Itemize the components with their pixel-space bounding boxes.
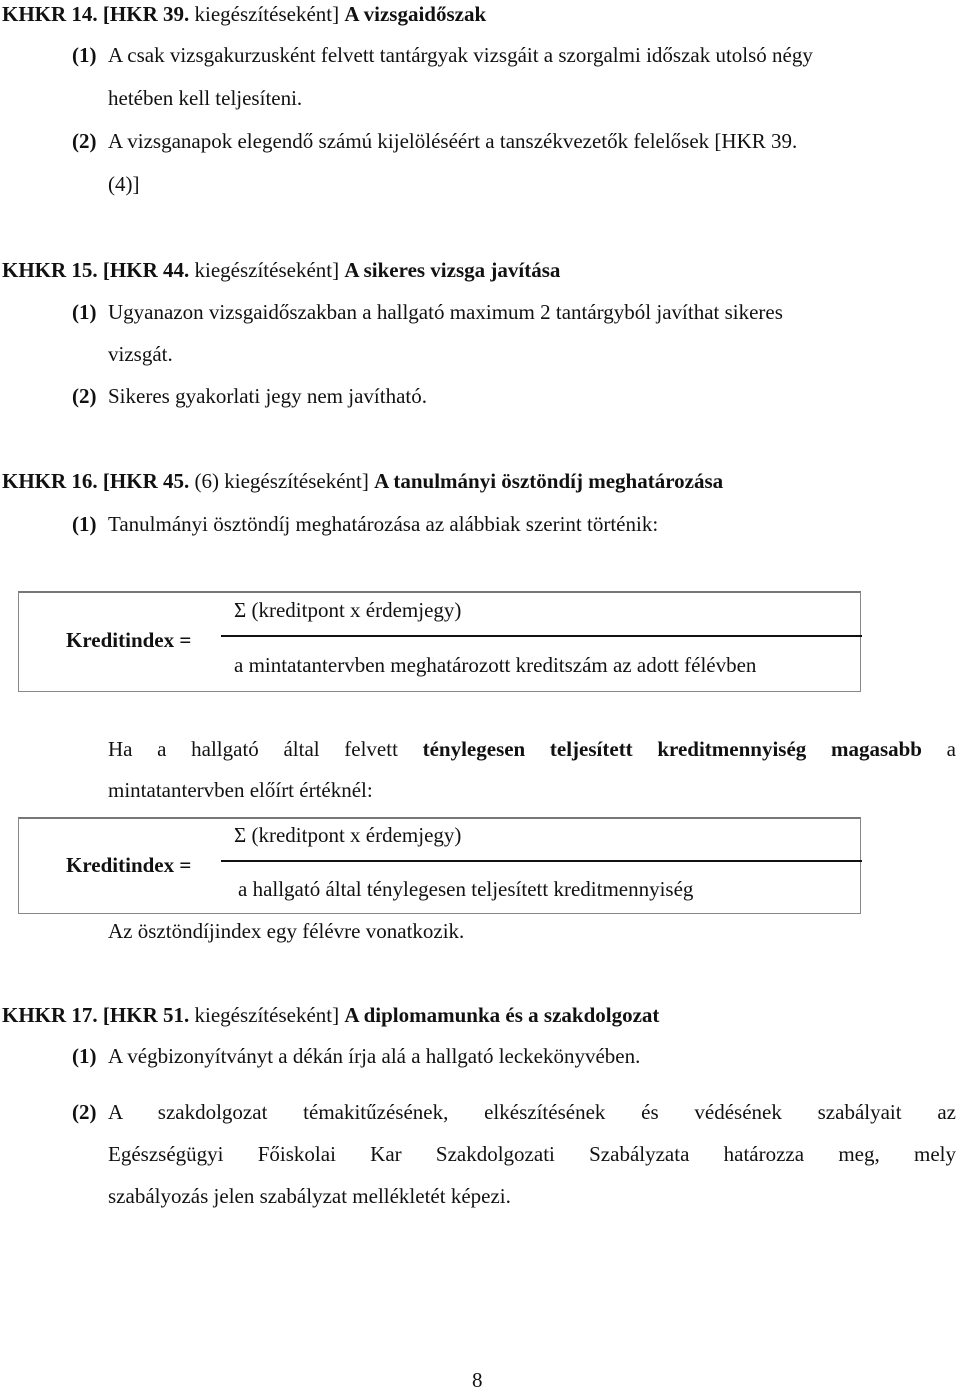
section-number: KHKR 17. — [2, 1003, 98, 1027]
section-reference: [HKR 45. — [102, 469, 190, 493]
paragraph-number: (1) — [72, 43, 97, 67]
formula-denominator: a mintatantervben meghatározott kreditszám az adott félévben — [234, 653, 757, 677]
paragraph-number: (2) — [72, 129, 97, 153]
paragraph-text: szabályozás jelen szabályzat mellékletét képezi. — [108, 1184, 511, 1208]
fraction-bar — [221, 635, 862, 637]
section-heading-khkr-16 — [2, 467, 723, 495]
section-reference: [HKR 51. — [102, 1003, 190, 1027]
page-number: 8 — [472, 1368, 483, 1392]
formula-numerator: Σ (kreditpont x érdemjegy) — [234, 598, 462, 622]
paragraph-text: hetében kell teljesíteni. — [108, 86, 303, 110]
paragraph-number: (2) — [72, 1100, 97, 1124]
section-reference-suffix: (6) kiegészítéseként] — [189, 469, 369, 493]
paragraph-text: A csak vizsgakurzusként felvett tantárgyak vizsgáit a szorgalmi időszak utolsó négy — [108, 43, 813, 67]
paragraph-number: (1) — [72, 512, 97, 536]
condition-text-start: Ha a hallgató által felvett — [108, 737, 398, 761]
section-title: A sikeres vizsga javítása — [344, 258, 561, 282]
condition-text-emphasis: ténylegesen teljesített kreditmennyiség magasabb — [422, 737, 922, 761]
condition-text-end: a — [946, 737, 956, 761]
formula-numerator: Σ (kreditpont x érdemjegy) — [234, 823, 462, 847]
section-number: KHKR 15. — [2, 258, 98, 282]
section-title: A tanulmányi ösztöndíj meghatározása — [374, 469, 724, 493]
section-heading-khkr-15 — [2, 256, 560, 284]
formula-label: Kreditindex = — [66, 628, 192, 652]
paragraph-text: A szakdolgozat témakitűzésének, elkészítésének és védésének szabályait az — [108, 1100, 956, 1124]
section-heading-khkr-17 — [2, 1001, 659, 1029]
paragraph-text: A végbizonyítványt a dékán írja alá a hallgató leckekönyvében. — [108, 1044, 641, 1068]
section-number: KHKR 14. — [2, 2, 98, 26]
section-title: A vizsgaidőszak — [344, 2, 487, 26]
section-reference: [HKR 44. — [102, 258, 190, 282]
paragraph-number: (2) — [72, 384, 97, 408]
section-title: A diplomamunka és a szakdolgozat — [344, 1003, 660, 1027]
paragraph-text: Ugyanazon vizsgaidőszakban a hallgató maximum 2 tantárgyból javíthat sikeres — [108, 300, 783, 324]
formula-label: Kreditindex = — [66, 853, 192, 877]
paragraph-text: (4)] — [108, 172, 140, 196]
section-reference-suffix: kiegészítéseként] — [189, 2, 340, 26]
section-heading-khkr-14 — [2, 0, 486, 28]
paragraph-text: Sikeres gyakorlati jegy nem javítható. — [108, 384, 427, 408]
kreditindex-formula-planned — [18, 591, 861, 692]
condition-text-line2: mintatantervben előírt értéknél: — [108, 778, 373, 802]
section-reference-suffix: kiegészítéseként] — [189, 258, 340, 282]
condition-text — [108, 735, 956, 763]
paragraph-text: vizsgát. — [108, 342, 173, 366]
paragraph-text: Tanulmányi ösztöndíj meghatározása az alábbiak szerint történik: — [108, 512, 659, 536]
paragraph-number: (1) — [72, 300, 97, 324]
paragraph-text: Egészségügyi Főiskolai Kar Szakdolgozati Szabályzata határozza meg, mely — [108, 1142, 956, 1166]
paragraph-text: A vizsganapok elegendő számú kijelöléséért a tanszékvezetők felelősek [HKR 39. — [108, 129, 798, 153]
paragraph-number: (1) — [72, 1044, 97, 1068]
section-reference: [HKR 39. — [102, 2, 190, 26]
index-note: Az ösztöndíjindex egy félévre vonatkozik. — [108, 919, 465, 943]
section-number: KHKR 16. — [2, 469, 98, 493]
section-reference-suffix: kiegészítéseként] — [189, 1003, 340, 1027]
fraction-bar — [221, 860, 862, 862]
formula-denominator: a hallgató által ténylegesen teljesített kreditmennyiség — [238, 877, 694, 901]
kreditindex-formula-actual — [18, 817, 861, 914]
